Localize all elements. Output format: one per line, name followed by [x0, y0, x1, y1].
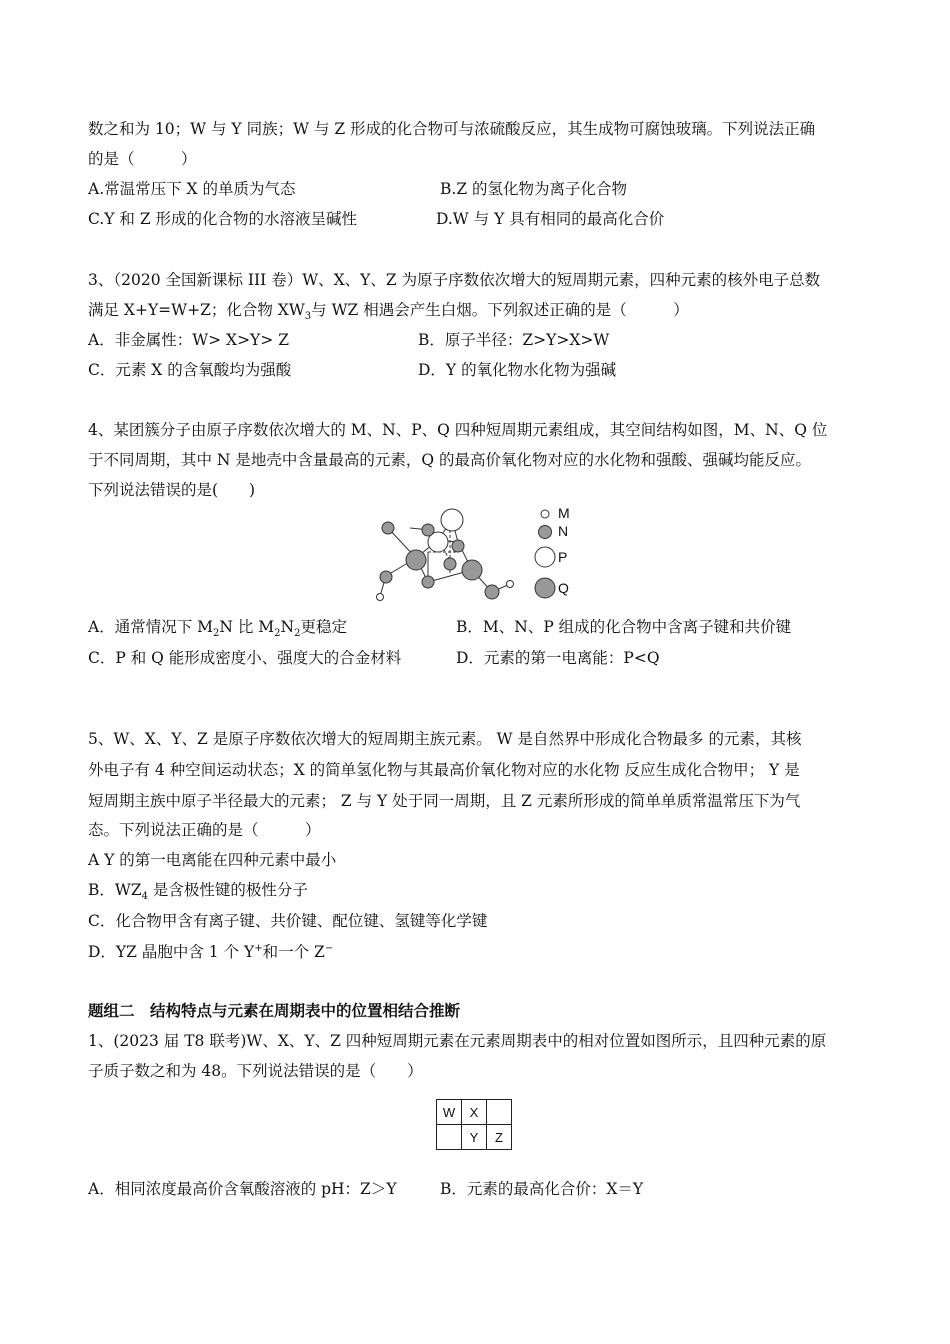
q3-option-d: D．Y 的氧化物水化物为强碱 — [418, 361, 617, 379]
q2-stem-line2: 的是（ ） — [88, 150, 197, 168]
q4-option-c: C．P 和 Q 能形成密度小、强度大的合金材料 — [88, 649, 402, 667]
legend-label-q: Q — [558, 580, 569, 596]
q5-stem-line4: 态。下列说法正确的是（ ） — [88, 821, 321, 839]
legend-label-n: N — [558, 523, 569, 539]
q3-stem-line2: 满足 X+Y=W+Z；化合物 $XW_3$与 WZ 相遇会产生白烟。下列叙述正确的是（ ） — [88, 301, 689, 323]
q4-stem-line3: 下列说法错误的是( ) — [88, 481, 256, 499]
g2-q1-stem-line2: 子质子数之和为 48。下列说法错误的是（ ） — [88, 1062, 423, 1080]
legend-label-p: P — [558, 549, 568, 565]
g2-q1-stem-line1: 1、(2023 届 T8 联考)W、X、Y、Z 四种短周期元素在元素周期表中的相对位置如图所示，且四种元素的原 — [88, 1032, 827, 1050]
q4-option-d: D．元素的第一电离能：P<Q — [456, 649, 660, 667]
q5-option-c: C．化合物甲含有离子键、共价键、配位键、氢键等化学键 — [88, 912, 488, 930]
legend-label-m: M — [558, 505, 570, 521]
q5-stem-line2: 外电子有 4 种空间运动状态；X 的简单氢化物与其最高价氧化物对应的水化物 反应生成化合物甲； Y 是 — [88, 761, 800, 779]
table-cell: Z — [487, 1125, 512, 1150]
q2-stem-line1: 数之和为 10；W 与 Y 同族；W 与 Z 形成的化合物可与浓硫酸反应，其生成物可腐蚀玻璃。下列说法正确 — [88, 120, 816, 138]
q4-stem-line1: 4、某团簇分子由原子序数依次增大的 M、N、P、Q 四种短周期元素组成，其空间结构如图，M、N、Q 位 — [88, 421, 828, 439]
q4-option-b: B．M、N、P 组成的化合物中含离子键和共价键 — [456, 618, 792, 636]
q2-option-b: B.Z 的氢化物为离子化合物 — [440, 180, 628, 198]
table-row — [437, 1125, 512, 1150]
g2-q1-option-b: B．元素的最高化合价：X＝Y — [440, 1180, 644, 1198]
q5-stem-line3: 短周期主族中原子半径最大的元素； Z 与 Y 处于同一周期，且 Z 元素所形成的简单单质常温常压下为气 — [88, 792, 801, 810]
q5-option-a: A Y 的第一电离能在四种元素中最小 — [88, 851, 337, 869]
q2-option-c: C.Y 和 Z 形成的化合物的水溶液呈碱性 — [88, 210, 358, 228]
q3-option-a: A．非金属性：W> X>Y> Z — [88, 331, 289, 349]
q4-option-a: A．通常情况下 $M_2N$ 比 $M_2N_2$更稳定 — [88, 618, 347, 640]
q2-option-a: A.常温常压下 X 的单质为气态 — [88, 180, 296, 198]
q5-option-d: D．YZ 晶胞中含 1 个 Y+和一个 Z− — [88, 942, 334, 961]
table-cell: Y — [462, 1125, 487, 1150]
g2-q1-option-a: A．相同浓度最高价含氧酸溶液的 pH：Z＞Y — [88, 1180, 397, 1198]
q4-stem-line2: 于不同周期，其中 N 是地壳中含量最高的元素，Q 的最高价氧化物对应的水化物和强酸、强碱均能反应。 — [88, 451, 812, 469]
q5-stem-line1: 5、W、X、Y、Z 是原子序数依次增大的短周期主族元素。 W 是自然界中形成化合物最多 的元素，其核 — [88, 730, 802, 748]
table-cell — [437, 1125, 462, 1150]
q5-option-b: B．$WZ_4$ 是含极性键的极性分子 — [88, 881, 308, 903]
periodic-position-table — [436, 1099, 512, 1150]
cluster-molecule-figure — [370, 500, 530, 605]
q3-stem-line1: 3、（2020 全国新课标 III 卷）W、X、Y、Z 为原子序数依次增大的短周期元素，四种元素的核外电子总数 — [88, 271, 821, 289]
table-cell — [487, 1100, 512, 1125]
table-cell: W — [437, 1100, 462, 1125]
section-title: 题组二 结构特点与元素在周期表中的位置相结合推断 — [88, 1001, 461, 1020]
table-cell: X — [462, 1100, 487, 1125]
q3-option-b: B．原子半径：Z>Y>X>W — [418, 331, 610, 349]
legend-symbols — [530, 504, 560, 600]
q3-option-c: C．元素 X 的含氧酸均为强酸 — [88, 361, 292, 379]
table-row — [437, 1100, 512, 1125]
q2-option-d: D.W 与 Y 具有相同的最高化合价 — [436, 210, 665, 228]
